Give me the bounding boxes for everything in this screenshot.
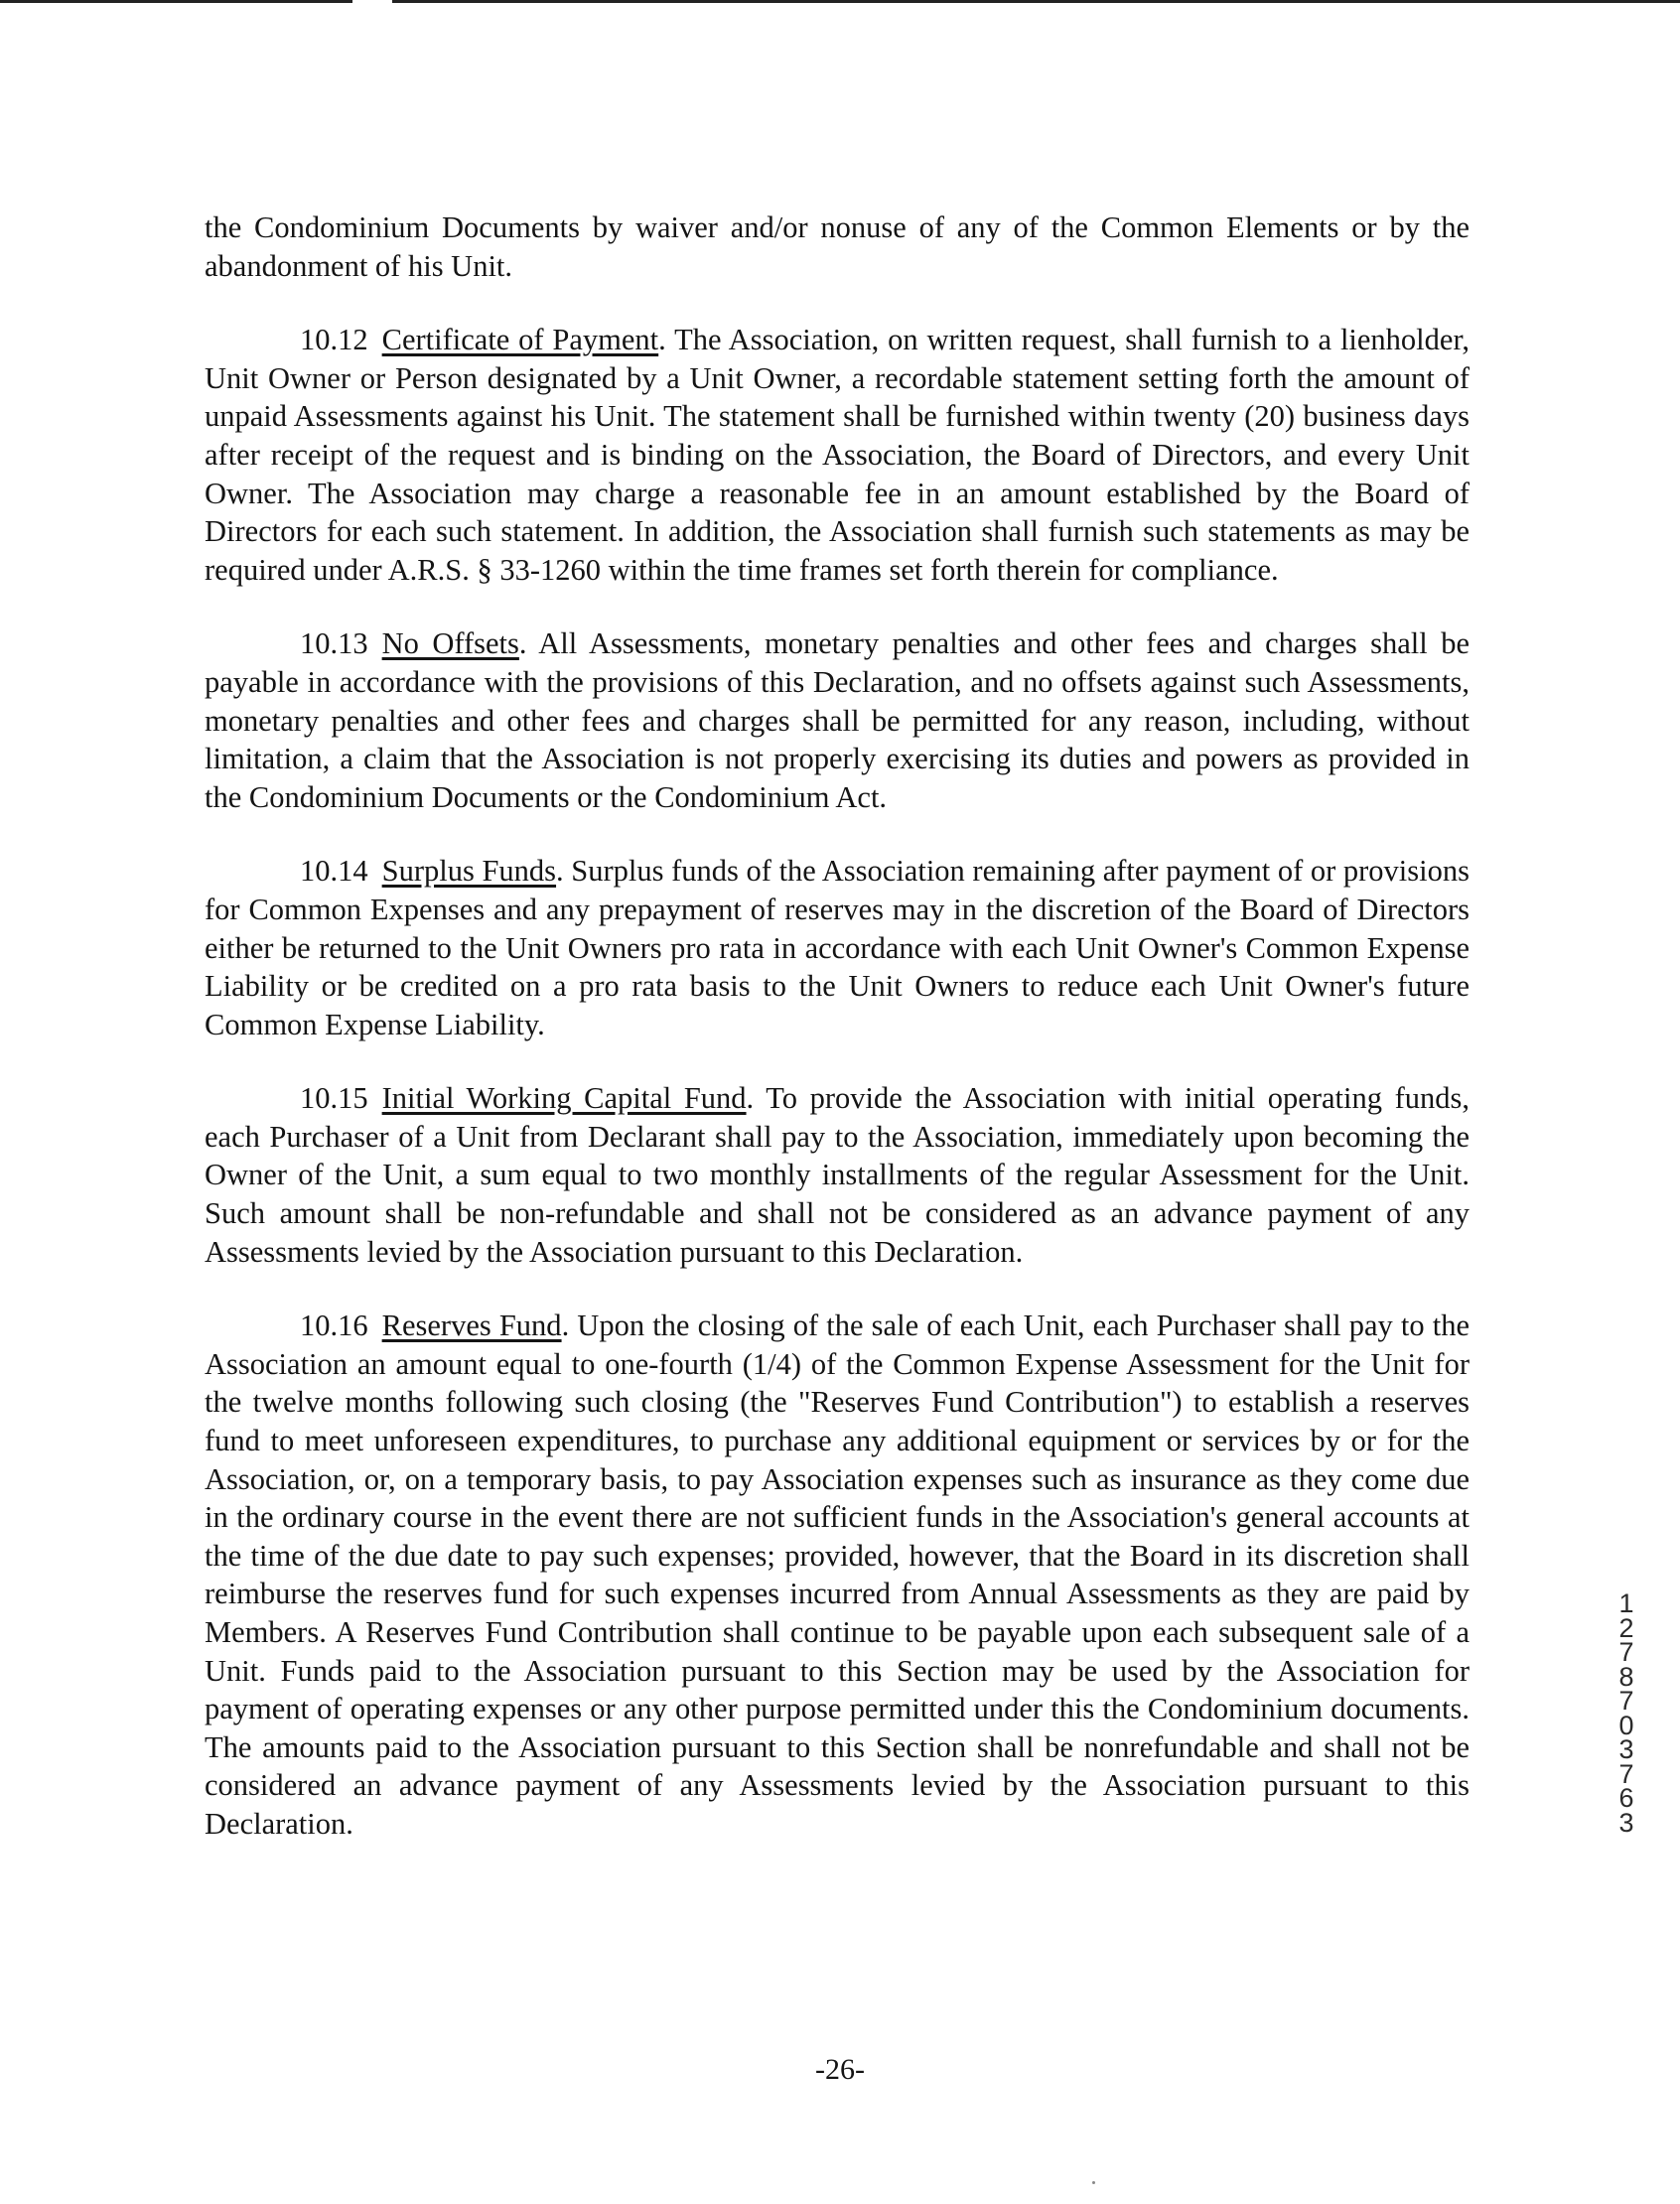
scan-speck [1092, 2181, 1095, 2184]
section-title: Certificate of Payment [381, 323, 659, 357]
section-number: 10.15 [300, 1081, 368, 1116]
section-number: 10.16 [300, 1309, 368, 1343]
section-number: 10.14 [300, 854, 368, 889]
section-body: . All Assessments, monetary penalties and other fees and charges shall be payable in accordance with the provisions of this Declaration, and no offsets against such Assessments, monetary penalties and other fees and charges shall be permitted for any reason, including, without limitation, a claim that the Association is not properly exercising its duties and powers as provided in the Condominium Documents or the Condominium Act. [205, 626, 1470, 814]
section-10-12 [205, 321, 1470, 589]
section-body: . The Association, on written request, shall furnish to a lienholder, Unit Owner or Person designated by a Unit Owner, a recordable statement setting forth the amount of unpaid Assessments against his Unit. The statement shall be furnished within twenty (20) business days after receipt of the request and is binding on the Association, the Board of Directors, and every Unit Owner. The Association may charge a reasonable fee in an amount established by the Board of Directors for each such statement. In addition, the Association shall furnish such statements as may be required under A.R.S. § 33-1260 within the time frames set forth therein for compliance. [205, 323, 1470, 587]
section-10-16 [205, 1307, 1470, 1843]
document-body [205, 208, 1470, 1879]
section-title: Initial Working Capital Fund [381, 1081, 747, 1116]
section-body: . Upon the closing of the sale of each Unit, each Purchaser shall pay to the Association an amount equal to one-fourth (1/4) of the Common Expense Assessment for the Unit for the twelve months following such closing (the "Reserves Fund Contribution") to establish a reserves fund to meet unforeseen expenditures, to purchase any additional equipment or services by or for the Association, or, on a temporary basis, to pay Association expenses such as insurance as they come due in the ordinary course in the event there are not sufficient funds in the Association's general accounts at the time of the due date to pay such expenses; provided, however, that the Board in its discretion shall reimburse the reserves fund for such expenses incurred from Annual Assessments as they are paid by Members. A Reserves Fund Contribution shall continue to be payable upon each subsequent sale of a Unit. Funds paid to the Association pursuant to this Section may be used by the Association for payment of operating expenses or any other purpose permitted under this the Condominium documents. The amounts paid to the Association pursuant to this Section shall be nonrefundable and shall not be considered an advance payment of any Assessments levied by the Association pursuant to this Declaration. [205, 1309, 1470, 1841]
section-number: 10.13 [300, 626, 368, 661]
continuation-paragraph: the Condominium Documents by waiver and/or nonuse of any of the Common Elements or by the abandonment of his Unit. [205, 210, 1470, 283]
scan-top-rule-gap [352, 0, 392, 3]
recording-number-stamp: 12787 03763 [1618, 1588, 1634, 1838]
section-title: No Offsets [381, 626, 519, 661]
section-title: Reserves Fund [381, 1309, 562, 1343]
section-title: Surplus Funds [381, 854, 557, 889]
section-body: . To provide the Association with initial operating funds, each Purchaser of a Unit from Declarant shall pay to the Association, immediately upon becoming the Owner of the Unit, a sum equal to two monthly installments of the regular Assessment for the Unit. Such amount shall be non-refundable and shall not be considered as an advance payment of any Assessments levied by the Association pursuant to this Declaration. [205, 1081, 1470, 1269]
page-number: -26- [815, 2053, 865, 2086]
section-number: 10.12 [300, 323, 368, 357]
scan-top-rule [0, 0, 1680, 3]
section-10-15 [205, 1079, 1470, 1271]
section-body: . Surplus funds of the Association remaining after payment of or provisions for Common Expenses and any prepayment of reserves may in the discretion of the Board of Directors either be returned to the Unit Owners pro rata in accordance with each Unit Owner's Common Expense Liability or be credited on a pro rata basis to the Unit Owners to reduce each Unit Owner's future Common Expense Liability. [205, 854, 1470, 1041]
section-10-13 [205, 624, 1470, 816]
section-10-14 [205, 852, 1470, 1043]
